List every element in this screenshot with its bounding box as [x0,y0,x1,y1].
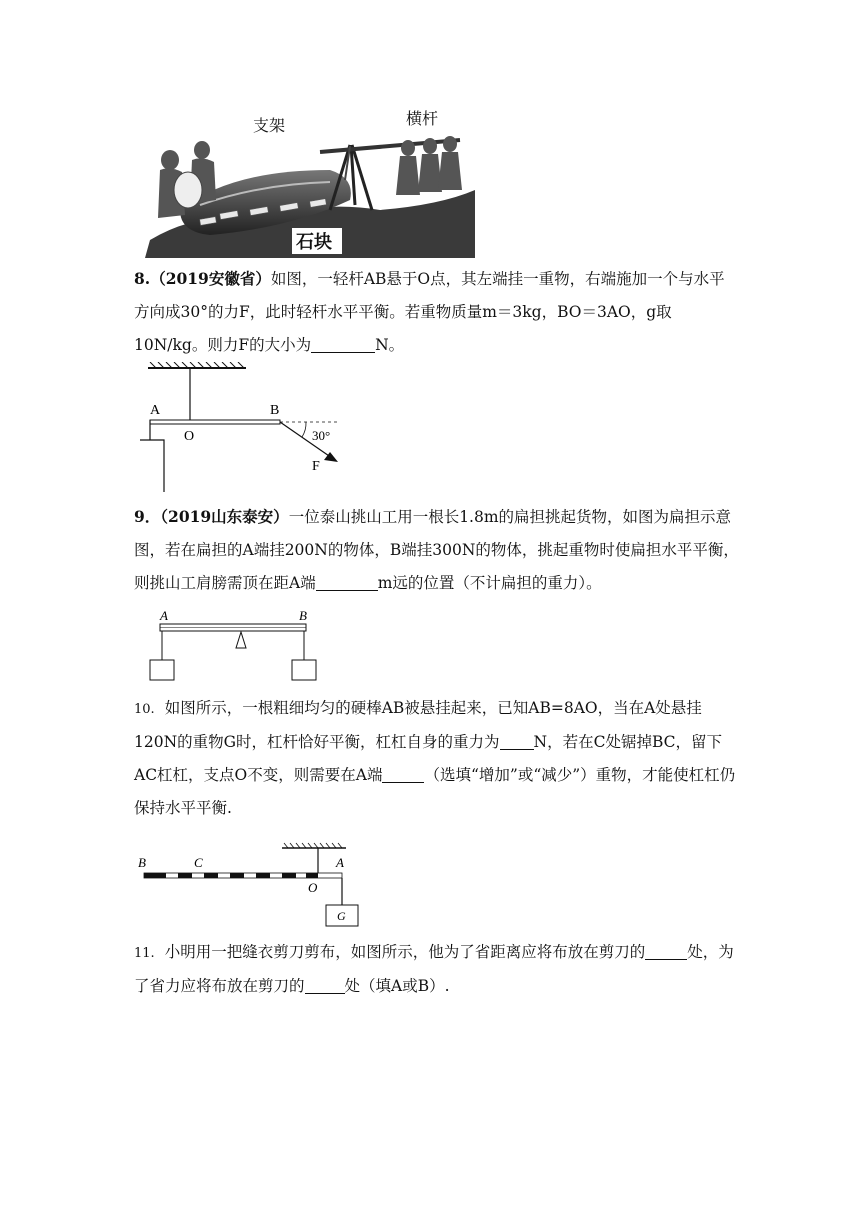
question-text: 处，为了省力应将布放在剪刀的 [134,943,734,995]
answer-blank[interactable] [305,977,345,994]
question-10 [134,692,740,825]
label-support-frame: 支架 [253,118,286,135]
question-text: 如图，一轻杆AB悬于O点，其左端挂一重物，右端施加一个与水平方向成30°的力F，此时轻杆水平平衡。若重物质量m＝3kg，BO＝3AO，g取10N/kg。则力F的大小为 [134,270,725,354]
answer-blank[interactable] [500,733,534,750]
question-number: 9． [134,507,161,526]
q10-rod-diagram [136,840,368,928]
question-number: 10. [134,702,155,717]
quarry-lever-illustration [140,100,480,258]
q8-lever-diagram [140,362,350,498]
label-O: O [308,880,318,895]
q9-shoulder-pole-diagram [146,608,326,682]
label-B: B [299,608,307,623]
label-B: B [138,855,146,870]
answer-blank[interactable] [382,766,424,783]
question-text: （选填“增加”或“减少”）重物，才能使杠杠仍保持水平平衡. [134,766,736,817]
question-text: N。 [375,336,405,354]
question-text: 如图所示，一根粗细均匀的硬棒AB被悬挂起来，已知AB=8AO，当在A处悬挂120N的重物G时，杠杆恰好平衡，杠杠自身的重力为 [134,699,702,751]
question-8 [134,262,740,362]
label-stone-block: 石块 [296,232,332,252]
label-G: G [337,909,346,923]
answer-blank[interactable] [316,574,378,591]
answer-blank[interactable] [311,336,375,353]
label-A: A [150,403,161,418]
label-C: C [194,855,203,870]
answer-blank[interactable] [645,943,687,960]
label-A: A [336,855,344,870]
question-number: 8. [134,269,151,288]
question-source: （2019安徽省） [150,269,271,288]
question-text: N，若在C处锯掉BC，留下AC杠杠，支点O不变，则需要在A端 [134,733,722,784]
label-B: B [270,403,280,418]
label-lever-bar: 横杆 [406,111,439,128]
question-text: 处（填A或B）. [344,977,450,995]
label-A: A [160,608,168,623]
label-F: F [312,459,320,474]
question-text: m远的位置（不计扁担的重力）。 [377,574,602,592]
question-9 [134,500,740,600]
question-text: 一位泰山挑山工用一根长1.8m的扁担挑起货物，如图为扁担示意图，若在扁担的A端挂200N的物体，B端挂300N的物体，挑起重物时使扁担水平平衡，则挑山工肩膀需顶在距A端 [134,508,739,592]
question-number: 11. [134,946,155,961]
question-text: 小明用一把缝衣剪刀剪布，如图所示，他为了省距离应将布放在剪刀的 [164,943,646,961]
label-angle: 30° [312,428,331,443]
question-source: （2019山东泰安） [160,507,289,526]
question-11 [134,936,740,1003]
label-O: O [184,429,195,444]
